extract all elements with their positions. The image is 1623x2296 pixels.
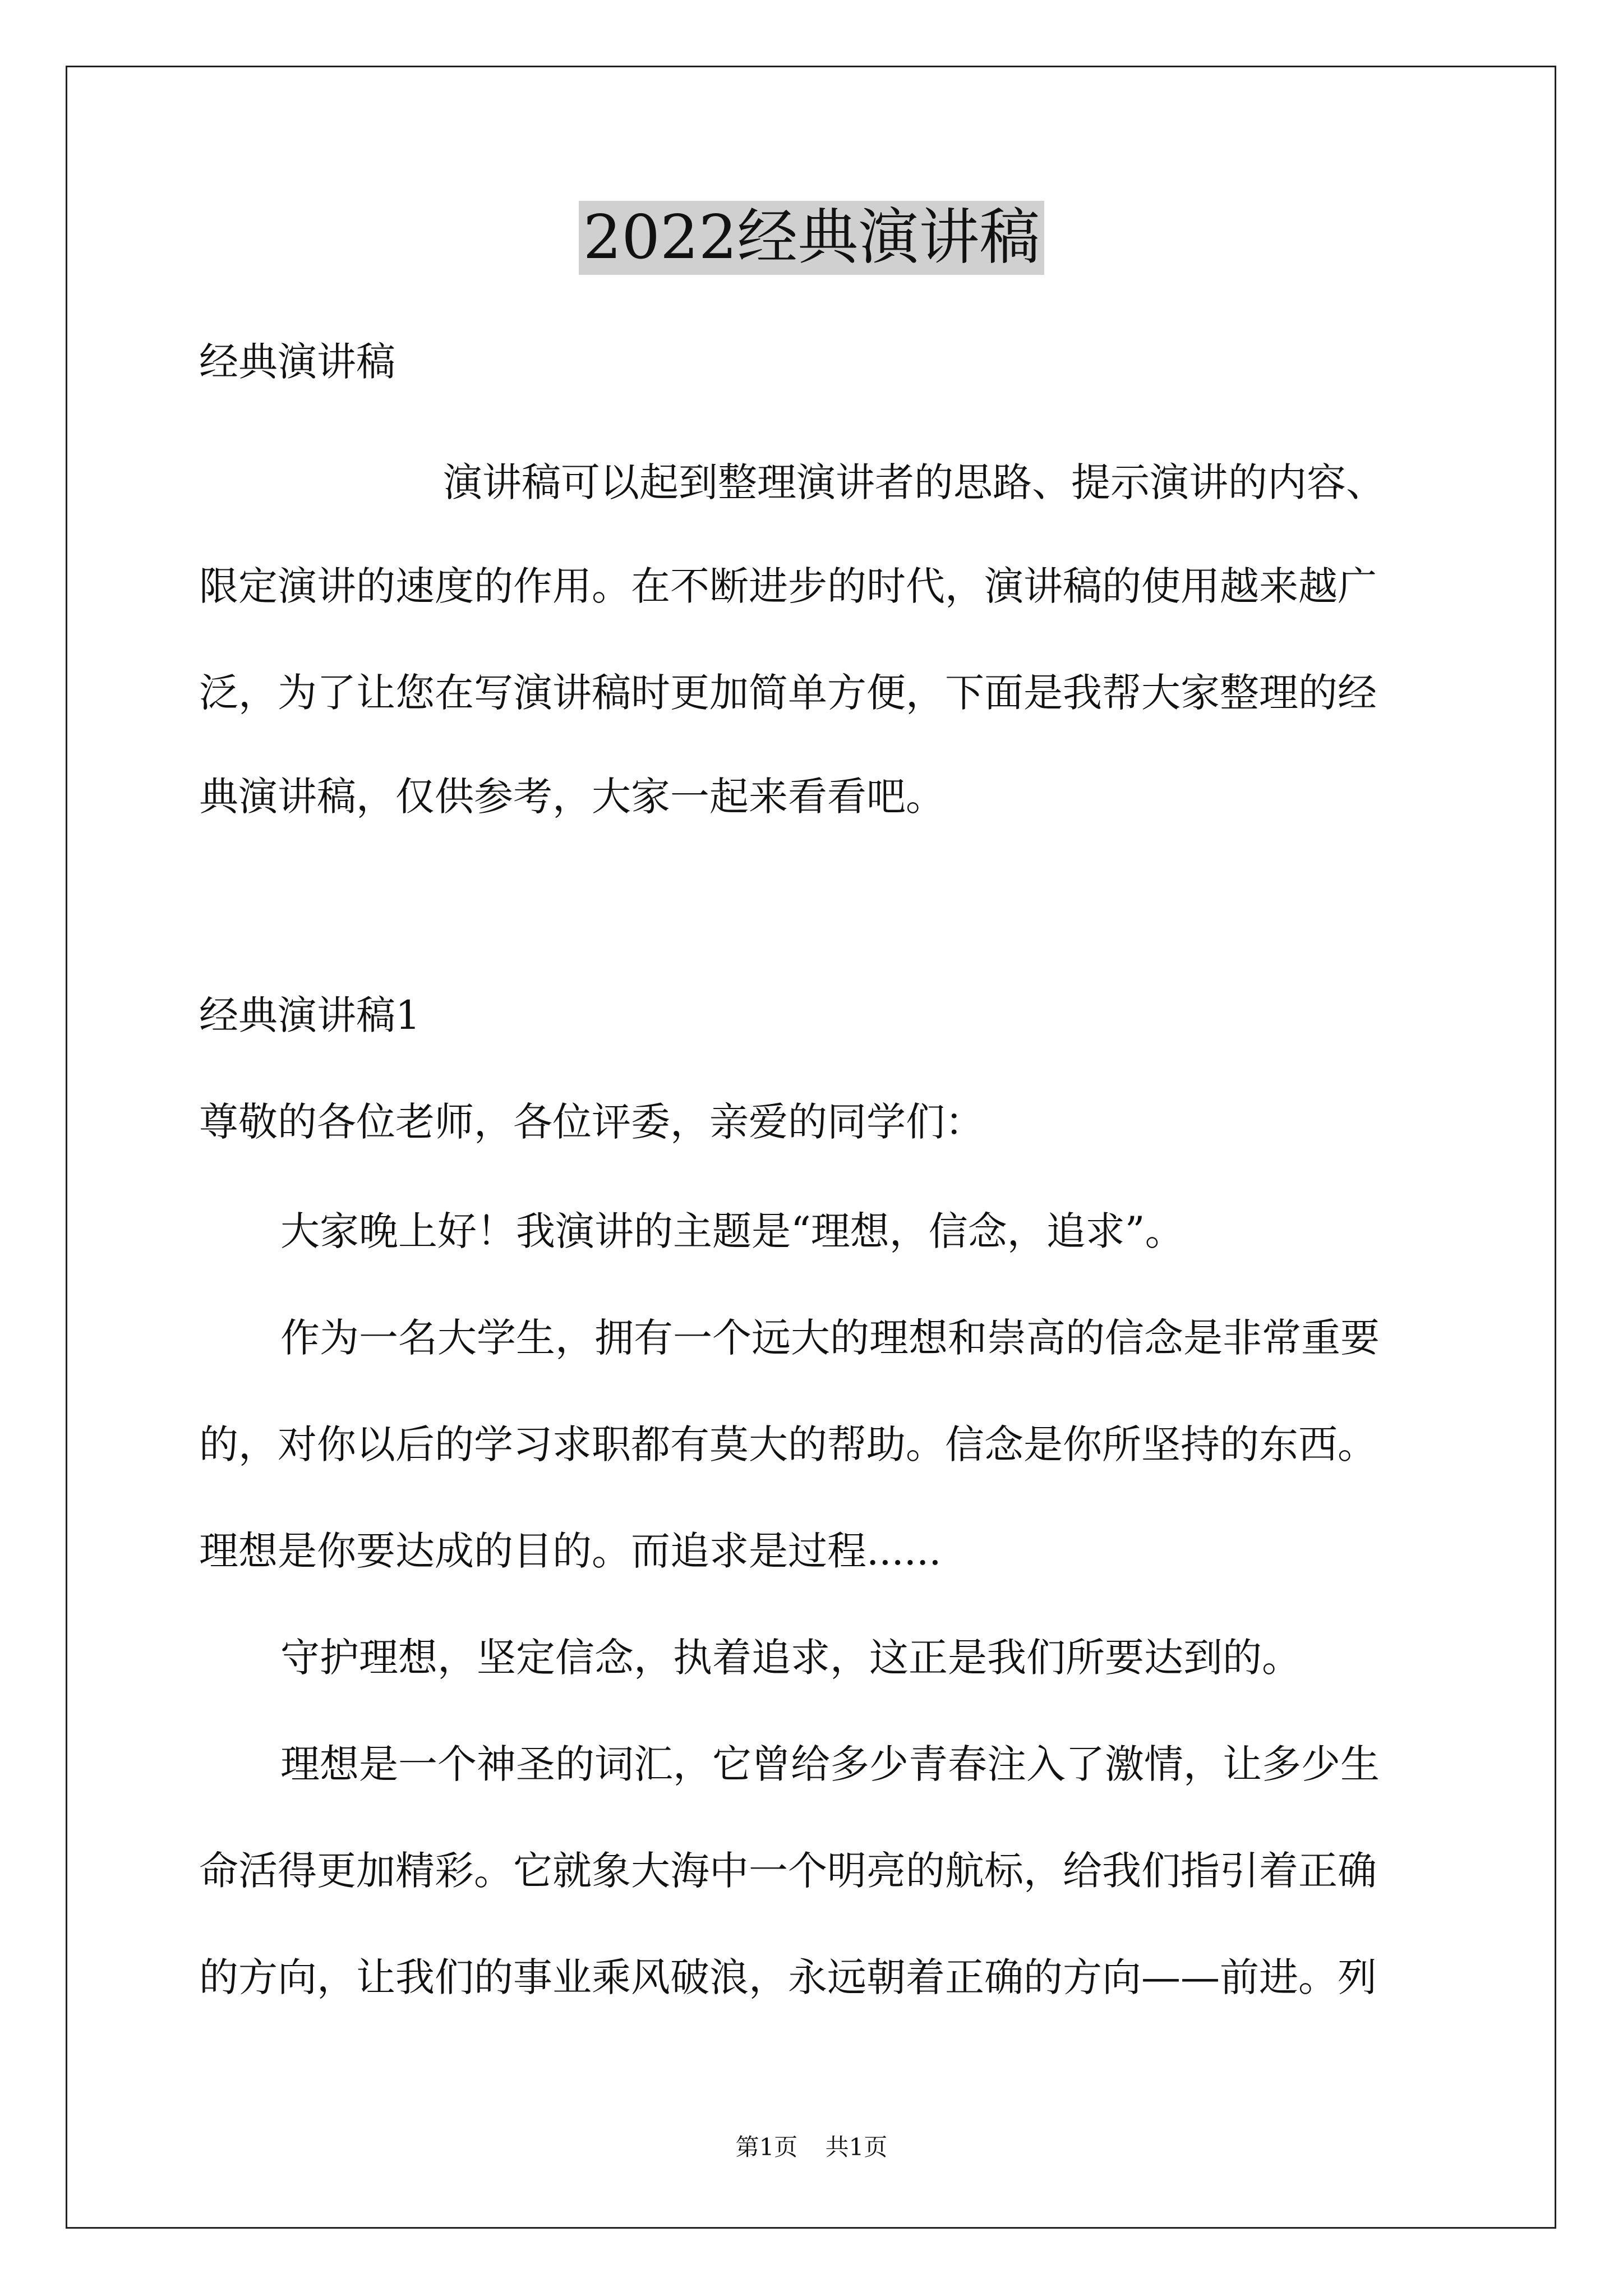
page-number: 第1页 (735, 2133, 798, 2161)
paragraph-line: 大家晚上好！我演讲的主题是“理想，信念，追求”。 (280, 1208, 1184, 1254)
page-footer (0, 2132, 1623, 2163)
paragraph-line: 演讲稿可以起到整理演讲者的思路、提示演讲的内容、 (443, 459, 1385, 505)
paragraph-line: 的，对你以后的学习求职都有莫大的帮助。信念是你所坚持的东西。 (199, 1421, 1377, 1467)
paragraph-line: 理想是一个神圣的词汇，它曾给多少青春注入了激情，让多少生 (280, 1741, 1380, 1787)
section-heading: 经典演讲稿 (199, 339, 395, 385)
paragraph-line: 守护理想，坚定信念，执着追求，这正是我们所要达到的。 (280, 1635, 1301, 1681)
paragraph-line: 的方向，让我们的事业乘风破浪，永远朝着正确的方向——前进。列 (199, 1954, 1377, 2000)
page-frame (66, 66, 1556, 2229)
page-total: 共1页 (825, 2133, 888, 2161)
paragraph-line: 限定演讲的速度的作用。在不断进步的时代，演讲稿的使用越来越广 (199, 563, 1377, 609)
section-heading: 经典演讲稿1 (199, 992, 421, 1038)
paragraph-line: 泛，为了让您在写演讲稿时更加简单方便，下面是我帮大家整理的经 (199, 670, 1377, 716)
paragraph-line: 命活得更加精彩。它就象大海中一个明亮的航标，给我们指引着正确 (199, 1848, 1377, 1894)
paragraph-line: 理想是你要达成的目的。而追求是过程...... (199, 1528, 942, 1574)
title-container (0, 201, 1623, 275)
salutation-line: 尊敬的各位老师，各位评委，亲爱的同学们： (199, 1099, 984, 1145)
document-title: 2022经典演讲稿 (579, 201, 1045, 275)
paragraph-line: 作为一名大学生，拥有一个远大的理想和崇高的信念是非常重要 (280, 1315, 1380, 1361)
paragraph-line: 典演讲稿，仅供参考，大家一起来看看吧。 (199, 774, 945, 820)
